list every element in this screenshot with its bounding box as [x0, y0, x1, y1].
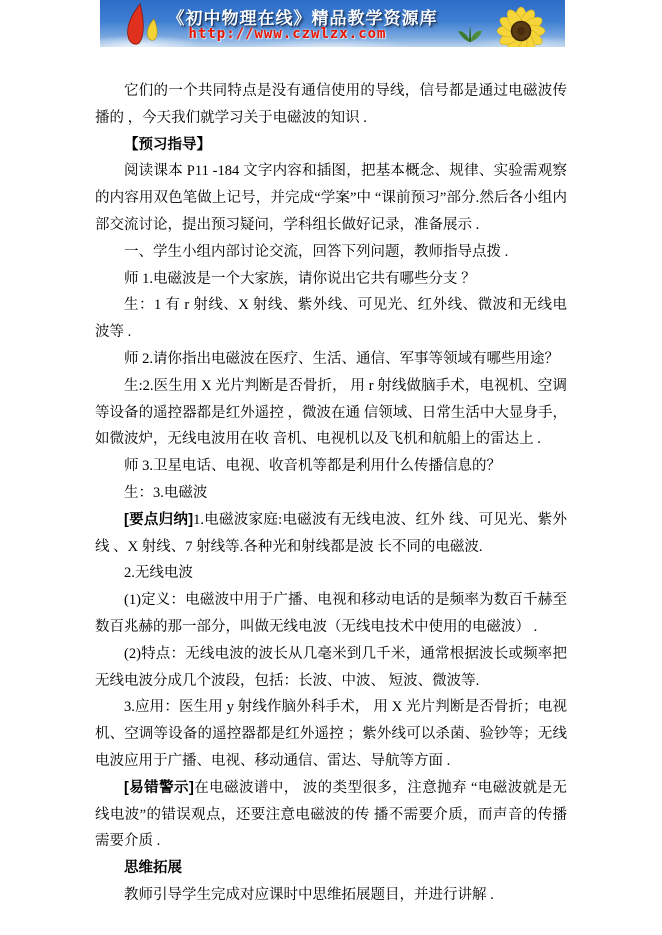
error-warning-text: 在电磁波谱中， 波的类型很多，注意抛弃 “电磁波就是无线电波”的错误观点，还要注意电磁波的传 播不需要介质，而声音的传播需要介质 . — [95, 779, 567, 850]
paragraph-key-points — [95, 507, 567, 561]
banner-title: 《初中物理在线》精品教学资源库 — [167, 9, 438, 28]
paragraph-teacher-q2: 师 2.请你指出电磁波在医疗、生活、通信、军事等领域有哪些用途？ — [124, 350, 559, 367]
error-warning-label: [易错警示] — [124, 779, 194, 796]
key-points-text: 1.电磁波家庭:电磁波有无线电波、红外 线、可见光、紫外线 、X 射线、7 射线等.各种光和射线都是波 长不同的电磁波. — [95, 511, 567, 555]
paragraph-definition: (1)定义：电磁波中用于广播、电视和移动电话的是频率为数百千赫至数百兆赫的那一部分，叫做无线电波（无线电技术中使用的电磁波） . — [95, 592, 567, 635]
paragraph-teacher-guide: 教师引导学生完成对应课时中思维拓展题目，并进行讲解 . — [124, 886, 494, 903]
paragraph-applications: 3.应用：医生用 y 射线作脑外科手术， 用 X 光片判断是否骨折；电视机、空调等设备的遥控器都是红外遥控 ；紫外线可以杀菌、验钞等；无线电波应用于广播、电视、移动通信、雷达、导航等方面 . — [95, 699, 567, 769]
sunflower-icon — [495, 6, 547, 47]
paragraph-student-a3: 生：3.电磁波 — [124, 484, 208, 501]
paragraph-student-a2: 生:2.医生用 X 光片判断是否骨折， 用 r 射线做脑手术，电视机、空调等设备的遥控器都是红外遥控 ，微波在通 信领域、日常生活中大显身手，如微波炉，无线电波用在收 音机、电视机以及飞机和航船上的雷达上 . — [95, 377, 567, 448]
paragraph-section-one: 一、学生小组内部讨论交流，回答下列问题，教师指导点拨 . — [124, 243, 509, 260]
heading-thinking-expansion: 思维拓展 — [124, 860, 182, 877]
document-body — [95, 78, 567, 909]
paragraph-characteristics: (2)特点：无线电波的波长从几毫米到几千米，通常根据波长或频率把无线电波分成几个波段，包括：长波、中波、 短波、微波等. — [95, 645, 567, 689]
site-banner — [100, 0, 565, 47]
paragraph-reading-task: 阅读课本 P11 -184 文字内容和插图，把基本概念、规律、实验需观察的内容用双色笔做上记号，并完成“学案”中 “课前预习”部分.然后各小组内部交流讨论，提出预习疑问，学科组长做好记录，准备展示 . — [95, 163, 567, 233]
paragraph-student-a1: 生：1 有 r 射线、X 射线、紫外线、可见光、红外线、微波和无线电波等 . — [95, 297, 567, 341]
paragraph-teacher-q1: 师 1.电磁波是一个大家族，请你说出它共有哪些分支 ？ — [124, 270, 476, 287]
key-points-label: [要点归纳] — [124, 511, 194, 528]
paragraph-radio-waves: 2.无线电波 — [124, 565, 193, 582]
heading-preview-guide: 【预习指导】 — [124, 136, 211, 153]
banner-url-link[interactable]: http://www.czwlzx.com — [188, 26, 387, 42]
paragraph-teacher-q3: 师 3.卫星电话、电视、收音机等都是利用什么传播信息的？ — [124, 458, 501, 475]
paragraph-intro: 它们的一个共同特点是没有通信使用的导线，信号都是通过电磁波传播的 ，今天我们就学习关于电磁波的知识 . — [95, 83, 567, 126]
plant-icon — [457, 26, 483, 47]
paragraph-error-warning — [95, 775, 567, 855]
